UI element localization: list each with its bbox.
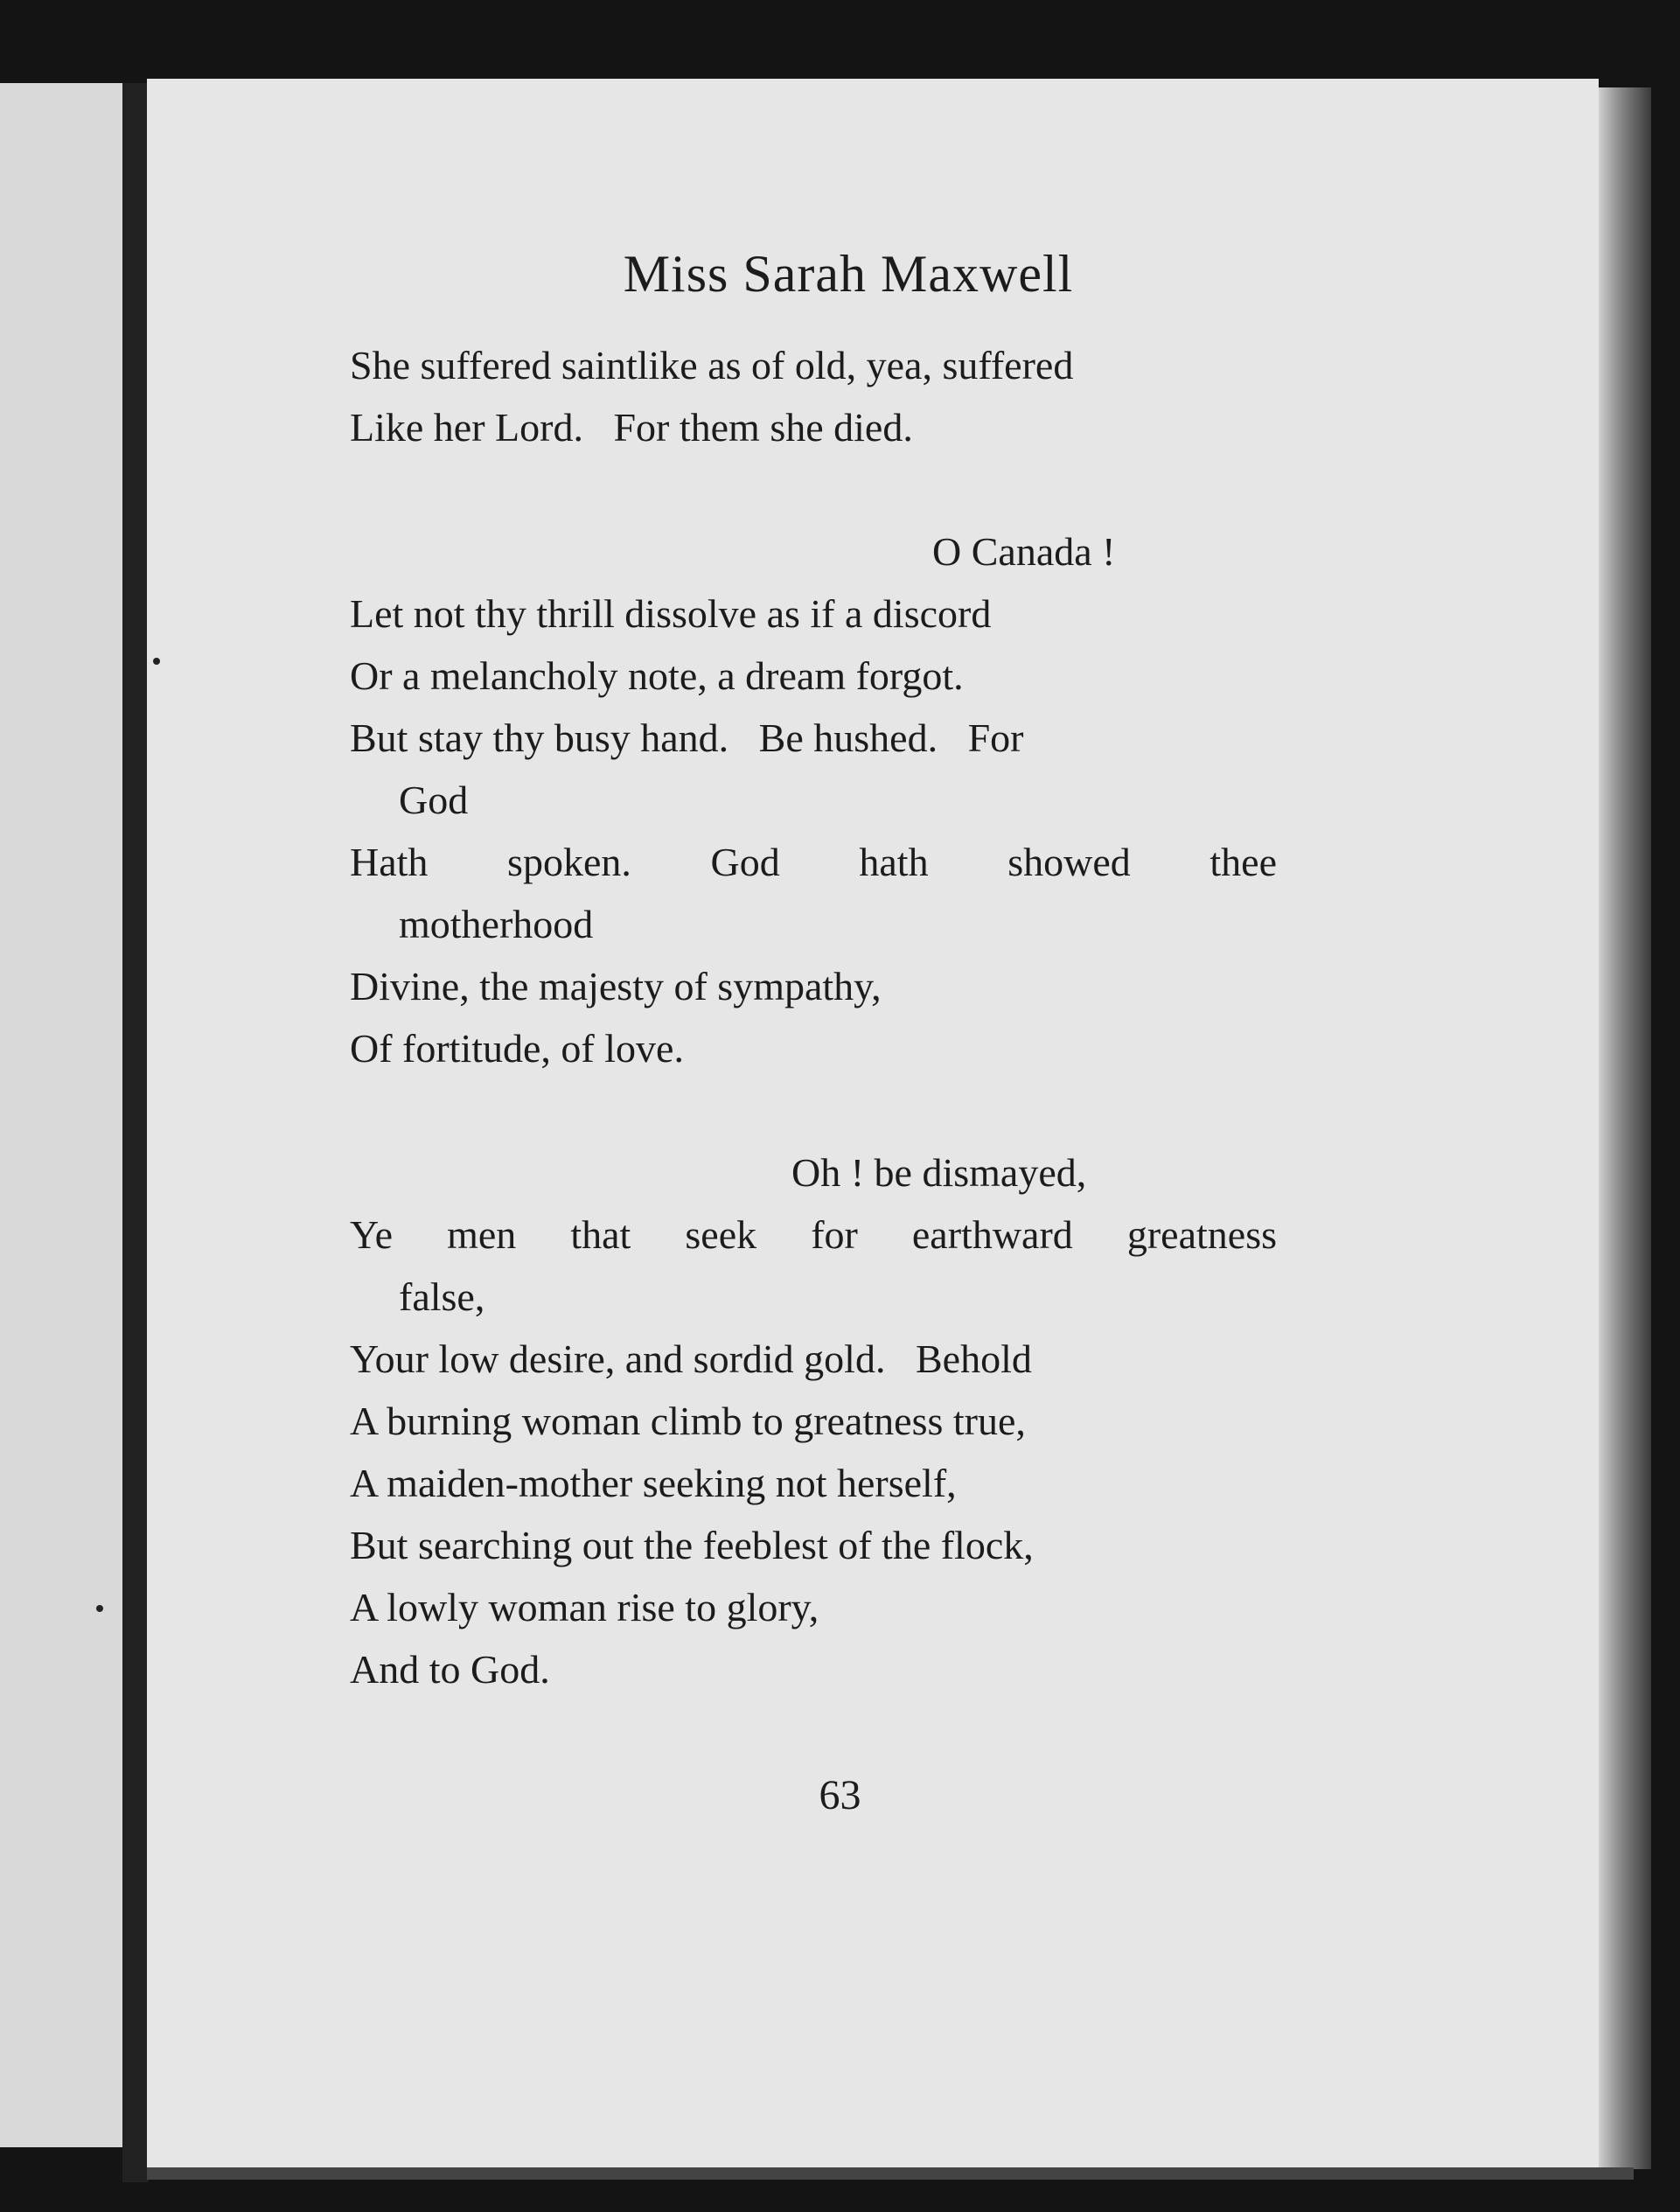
poem-line: She suffered saintlike as of old, yea, suffered bbox=[350, 343, 1074, 387]
poem-line-continuation: God bbox=[399, 778, 469, 822]
poem-line-continuation: false, bbox=[399, 1274, 485, 1319]
stanza-opening: O Canada ! bbox=[932, 529, 1116, 574]
running-head: Miss Sarah Maxwell bbox=[623, 245, 1074, 303]
page-number: 63 bbox=[819, 1772, 861, 1818]
poem-line: A burning woman climb to greatness true, bbox=[350, 1399, 1026, 1443]
poem-line: Divine, the majesty of sympathy, bbox=[350, 964, 882, 1008]
book-gutter bbox=[122, 83, 149, 2182]
poem-line: But searching out the feeblest of the flock, bbox=[350, 1523, 1034, 1567]
stanza-break bbox=[350, 458, 1277, 520]
stanza-break bbox=[350, 1079, 1277, 1141]
left-page-edge bbox=[0, 83, 131, 2147]
stanza-opening: Oh ! be dismayed, bbox=[791, 1150, 1087, 1195]
bottom-page-edge bbox=[147, 2167, 1634, 2180]
poem-line: And to God. bbox=[350, 1647, 550, 1692]
poem-line: Let not thy thrill dissolve as if a discord bbox=[350, 591, 992, 636]
speck-mark bbox=[96, 1605, 103, 1612]
poem-line: A lowly woman rise to glory, bbox=[350, 1585, 819, 1629]
poem-line: But stay thy busy hand. Be hushed. For bbox=[350, 715, 1024, 760]
poem-line: Your low desire, and sordid gold. Behold bbox=[350, 1336, 1032, 1381]
poem-line: Of fortitude, of love. bbox=[350, 1026, 684, 1071]
right-page-edge bbox=[1599, 87, 1651, 2169]
poem-line: Like her Lord. For them she died. bbox=[350, 405, 913, 450]
poem-line: Ye men that seek for earthward greatness bbox=[350, 1212, 1277, 1257]
speck-mark bbox=[153, 658, 160, 665]
page-text bbox=[350, 245, 1277, 1700]
poem-line: Hath spoken. God hath showed thee bbox=[350, 840, 1277, 884]
poem-line-continuation: motherhood bbox=[399, 902, 594, 946]
poem-line: Or a melancholy note, a dream forgot. bbox=[350, 653, 964, 698]
poem-line: A maiden-mother seeking not herself, bbox=[350, 1461, 957, 1505]
